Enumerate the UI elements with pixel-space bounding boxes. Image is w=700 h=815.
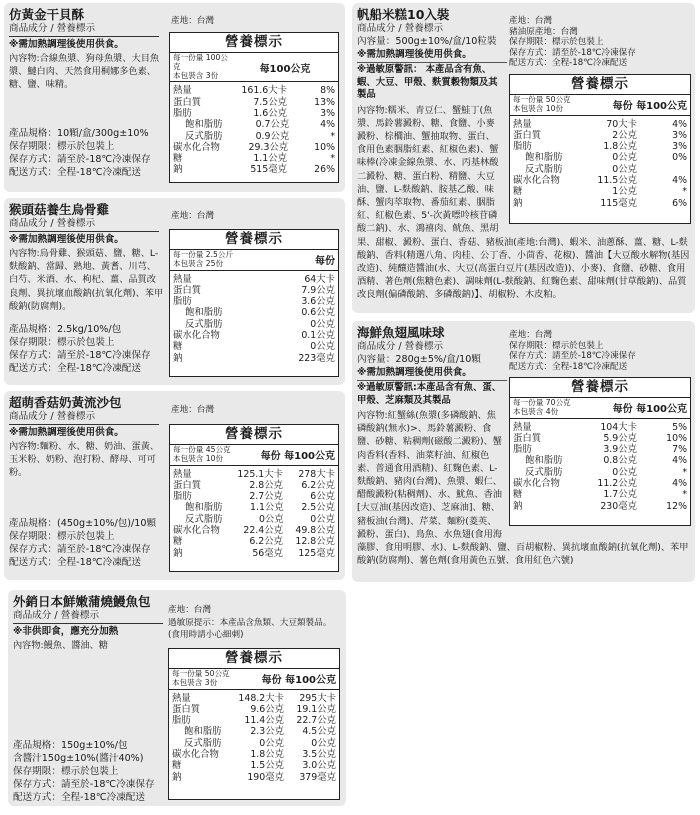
servings-count: 10份 [545,103,564,113]
spec-line: 保存方式：請至於-18℃冷凍保存 [9,544,151,555]
nutrient-value: 3.9公克 [603,444,637,456]
nutrient-dv: 4% [672,455,687,467]
per-serving-label: 每一份量 [173,445,204,454]
serving-size: 45公克 [205,445,231,454]
facts-title: 營養標示 [169,649,339,669]
heating-warning: ※非供即食，應充分加熱 [13,626,119,637]
allergen-notice: ※過敏原警訊:本產品含有魚、蛋、甲殼、芝麻類及其製品 [357,382,502,406]
heating-warning: ※需加熱調理後使用供食。 [9,39,124,50]
nutrient-name: 飽和脂肪 [185,502,223,514]
nutrient-name: 碳水化合物 [173,525,220,537]
column-header: 每份 每100公克 [612,101,687,113]
product-title: 帆船米糕10入裝 [357,7,450,22]
spec-line: 配送方式：全程-18℃冷凍配送 [9,167,141,178]
nutrient-value: 22.4公克 [243,525,283,537]
nutrient-row-sodium [510,198,690,209]
nutrient-value-100g: 49.8公克 [295,525,335,537]
nutrient-value: 230毫克 [600,500,637,512]
origin-line: 產地：台灣 [509,330,552,340]
nutrient-value: 6.2公克 [249,536,283,548]
column-header: 每份 每100公克 [612,404,687,416]
facts-title: 營養標示 [170,230,338,250]
servings-count: 10份 [205,453,224,463]
nutrient-row-transfat [510,164,690,175]
nutrient-value: 0公克 [310,341,335,353]
nutrient-row-sugar [169,760,339,771]
ingredients: 內容物:麵粉、水、糖、奶油、蛋黃、玉米粉、奶粉、泡打粉、酵母、可可粉。 [9,441,160,479]
ingredients: 內容物:鰻魚、醬油、糖 [13,640,108,651]
nutrient-value: 11.2公克 [597,478,637,490]
nutrient-row-carb [170,330,338,341]
spec-line: 產品規格：150g±10%/包 [13,740,128,751]
per-serving-label: 每一份量 [173,53,204,62]
nutrient-name: 糖 [173,341,183,353]
nutrient-name: 鈉 [173,352,183,364]
product-title: 外銷日本鮮嫩蒲燒鰻魚包 [13,594,151,609]
ingredients: 內容物:紅蟹絲(魚漿(多磷酸鈉、焦磷酸鈉(無水)>、馬鈴薯澱粉、食鹽、砂糖、粘稠劑(磁酸二澱粉)、蟹肉香料(香料、油菜籽油、紅椒色素、普通食用酒精)、紅麴色素、L-麩酸鈉、豬肉(台灣)、魚漿、蝦仁、醋酸澱粉(粘稠劑)、水、魷魚、香油[大豆油(基因改造)、芝麻油]、糖、豬板油(台灣)、芹菜、麵粉(菱英、澱粉、蛋白)、鳥魚、水魚翅(食用海藻膠、食用明膠、水)、L-麩酸鈉、鹽、百胡椒粉、異抗壞血酸鈉(抗氧化劑)、苯甲酸鈉(防腐劑)、薯色劑(食用黃色五號、食用紅色六號) [357,410,689,567]
nutrient-dv: 3% [320,107,335,119]
product-card-rice-cake [352,3,695,313]
nutrient-name: 熱量 [513,118,532,130]
net-content: 內容量：500g±10%/盒/10粒裝 [357,36,497,47]
origin: 產地：台灣 [171,16,214,26]
nutrient-row-carb [170,525,338,536]
nutrient-dv: 3% [672,129,687,141]
nutrient-value: 1.5公克 [250,760,284,772]
origin-line: 配送方式：全程-18℃冷凍配送 [509,58,628,68]
nutrient-name: 鈉 [173,164,183,176]
nutrient-value-100g: 19.1公克 [296,703,336,715]
nutrition-facts-table [509,74,691,224]
servings-label: 本包裝含 [513,406,544,416]
nutrient-value-100g: 278大卡 [298,468,335,480]
nutrient-value: 11.5公克 [597,175,637,187]
nutrient-value-100g: 22.7公克 [296,715,336,727]
nutrient-dv: 4% [672,175,687,187]
spec-line: 產品規格：2.5kg/10%/包 [9,324,122,335]
nutrient-name: 碳水化合物 [173,141,220,153]
column-header: 每100公克 [259,63,311,75]
per-serving-label: 每一份量 [173,250,204,259]
nutrient-value: 2.8公克 [249,479,283,491]
nutrient-value: 161.6大卡 [241,85,287,97]
nutrient-row-protein [510,130,690,141]
product-subtitle: 商品成分 / 營養標示 [9,218,96,229]
ingredients: 內容物:糯米、青豆仁、蟹鮭丁(魚漿、馬鈴薯澱粉、糖、食鹽、小麥澱粉、棕櫚油、蟹抽取物、蛋白、食用色素胭脂紅素、紅椒色素)、蟹味棒(冷凍金線魚漿、水、丙基林酸二澱粉、糖、蛋白粉、精鹽、大豆油、鹽、L-麩酸鈉、胺基乙酸、味酥、蟹肉萃取物、番茄紅素、胭脂紅、紅椒色素、5'-次黃嘌呤核苷磷酸二鈉)、水、鴻禧肉、鱿魚、黑胡果、甜椒、澱粉、蛋白、香菇、豬板油(產地:台灣)、蝦米、油蔥酥、薑、糖、L-麩酸鈉、香料(精選八角、肉桂、公丁香、小茴香、花椒)、醬油【大豆酸水解物(基因改造)、純釀造醬油(水、大豆(高蛋白豆片(基因改造))、小麥)、食鹽、砂糖、食用酒精、著色劑(焦糖色素)、調味劑(L-麩酸鈉、紅麴色素、甜味劑(甘草酸鈉)、品質改良劑(偏磷酸鈉、多磷酸鈉)】、胡椒粉、木皮粕。 [357,104,690,301]
nutrient-value: 0公克 [612,466,637,478]
column-header: 每份 每100公克 [260,451,335,463]
servings-label: 本包裝含 [173,258,204,268]
nutrient-name: 反式脂肪 [185,318,223,330]
spec-line: 產品規格：10顆/盒/300g±10% [9,128,149,139]
nutrient-row-fat [510,141,690,152]
nutrient-row-sugar [510,489,690,500]
product-title: 猴頭菇養生烏骨雞 [9,202,110,217]
product-title: 海鮮魚翅風味球 [357,325,445,340]
nutrition-facts-table [169,424,339,572]
nutrient-name: 飽和脂肪 [185,119,223,131]
nutrient-dv: 4% [672,478,687,490]
nutrient-row-sugar [510,186,690,197]
nutrient-value: 0公克 [612,163,637,175]
serving-size: 50公克 [204,669,230,678]
nutrient-value: 0.7公克 [255,119,290,131]
product-title: 仿黃金干貝酥 [9,7,85,22]
nutrient-value: 1.8公克 [250,749,284,761]
nutrient-row-transfat [170,514,338,525]
column-header: 每份 每100公克 [261,675,336,687]
origin: 產地：台灣 [168,605,211,615]
product-subtitle: 商品成分 / 營養標示 [9,23,96,34]
nutrient-row-energy [169,693,339,704]
nutrient-value: 11.4公克 [244,715,284,727]
nutrient-name: 熱量 [513,421,532,433]
nutrient-row-fat [170,108,338,119]
nutrition-facts-table [509,377,691,526]
nutrient-name: 蛋白質 [172,703,201,715]
product-card-black-chicken [4,198,345,385]
nutrient-row-fat [170,296,338,307]
product-card-eel [8,590,346,806]
nutrient-value: 2.7公克 [249,491,283,503]
nutrient-dv: 7% [672,444,687,456]
nutrient-row-carb [169,749,339,760]
nutrient-name: 脂肪 [513,444,532,456]
spec-line: 保存方式：請至於-18℃冷凍保存 [9,154,151,165]
nutrient-value: 0.6公克 [301,307,335,319]
nutrient-dv: 12% [666,500,687,512]
servings-label: 本包裝含 [513,103,544,113]
facts-title: 營養標示 [170,33,338,53]
servings-count: 3份 [205,70,219,80]
per-serving-label: 每一份量 [513,398,544,407]
nutrient-value-100g: 4.5公克 [302,726,336,738]
nutrient-value: 1.7公克 [603,489,637,501]
nutrient-row-energy [170,85,338,96]
spec-line: 配送方式：全程-18℃冷凍配送 [13,792,145,803]
nutrient-row-satfat [170,119,338,130]
nutrient-value: 9.6公克 [250,703,284,715]
product-card-scallop-crisp [4,3,345,192]
spec-line: 配送方式：全程-18℃冷凍配送 [9,557,141,568]
nutrient-value: 1.1公克 [250,502,284,514]
nutrient-name: 熱量 [173,273,192,285]
spec-line: 含醬汁150g±10%(醬汁40%) [13,753,144,764]
nutrient-name: 碳水化合物 [172,749,219,761]
nutrient-value: 190毫克 [247,771,284,783]
allergen-notice: ※過敏原警訊： 本產品含有魚、蝦、大豆、甲殼、麩質穀物類及其製品 [357,64,498,100]
nutrient-row-satfat [170,502,338,513]
nutrient-value-100g: 0公克 [311,737,336,749]
servings-count: 4份 [545,406,559,416]
nutrient-name: 飽和脂肪 [525,152,563,164]
nutrient-value: 148.2大卡 [238,692,284,704]
nutrient-row-carb [510,478,690,489]
nutrient-value: 1公克 [612,186,637,198]
nutrient-value: 0.8公克 [603,455,637,467]
nutrient-name: 脂肪 [172,715,191,727]
product-subtitle: 商品成分 / 營養標示 [357,23,444,34]
nutrient-name: 反式脂肪 [185,513,223,525]
nutrient-dv: 0% [672,152,687,164]
spec-line: 配送方式：全程-18℃冷凍配送 [9,363,141,374]
nutrient-dv: 3% [672,141,687,153]
nutrient-value-100g: 12.8公克 [295,536,335,548]
nutrient-value: 5.9公克 [603,432,637,444]
nutrient-name: 糖 [513,186,523,198]
nutrient-value: 1.1公克 [253,153,287,165]
nutrient-name: 蛋白質 [513,129,542,141]
nutrient-name: 蛋白質 [513,432,542,444]
origin-line: 保存方式：請至於-18℃冷凍保存 [509,351,636,361]
origin-line: 保存方式：請至於-18℃冷凍保存 [509,47,636,58]
origin-line: 豬油原產地：台灣 [509,26,578,37]
nutrient-value: 56毫克 [252,547,283,559]
nutrient-value: 515毫克 [250,164,287,176]
spec-line: 保存方式：請至於-18℃冷凍保存 [9,350,151,361]
nutrient-name: 熱量 [173,85,192,97]
column-header: 每份 [315,256,335,268]
nutrient-name: 飽和脂肪 [185,307,223,319]
nutrient-value-100g: 2.5公克 [301,502,335,514]
nutrient-row-satfat [170,307,338,318]
nutrient-value: 3.6公克 [301,296,335,308]
nutrient-dv: 8% [320,85,335,97]
nutrient-name: 碳水化合物 [513,478,560,490]
nutrient-name: 反式脂肪 [525,466,563,478]
nutrient-row-protein [170,480,338,491]
nutrient-value: 1.8公克 [603,141,637,153]
nutrient-name: 飽和脂肪 [184,726,222,738]
nutrient-row-protein [170,97,338,108]
product-subtitle: 商品成分 / 營養標示 [9,411,96,422]
ingredients: 內容物:合線魚漿、狗母魚漿、大目魚漿、鰱白肉、天然食用桐娜多色素、糖、鹽、味精。 [9,53,160,91]
nutrient-name: 鈉 [172,771,182,783]
nutrient-value-100g: 6.2公克 [301,479,335,491]
nutrient-value: 0公克 [259,737,284,749]
product-card-custard-bun [4,391,345,580]
nutrient-dv: 5% [672,421,687,433]
servings-count: 3份 [204,677,218,687]
facts-title: 營養標示 [510,75,690,95]
origin-line: 保存期限：標示於包裝上 [509,37,604,47]
serving-size: 70公克 [545,398,571,407]
nutrient-value: 29.3公克 [248,141,289,153]
net-content: 內容量：280g±5%/盒/10顆 [357,354,481,365]
nutrient-dv: * [330,130,335,142]
nutrient-name: 糖 [172,760,182,772]
per-serving-label: 每一份量 [172,669,203,678]
origin: 產地：台灣 [171,211,214,221]
nutrient-dv: * [682,489,687,501]
nutrient-row-energy [170,274,338,285]
ingredients: 內容物:烏骨雞、猴頭菇、鹽、糖、L-麩酸鈉、當歸、熟地、黃耆、川芎、白芍、米酒、水、枸杞、薑、品質改良劑、異抗壞血酸鈉(抗氧化劑)、苯甲酸鈉(防腐劑)。 [9,248,164,312]
nutrient-row-satfat [169,726,339,737]
nutrient-dv: 26% [314,164,335,176]
nutrient-value: 2.3公克 [250,726,284,738]
nutrient-value: 0.1公克 [301,330,335,342]
nutrient-value: 64大卡 [304,273,335,285]
nutrient-row-sugar [170,341,338,352]
nutrient-dv: * [330,153,335,165]
spec-line: 保存期限：標示於包裝上 [9,531,115,542]
nutrient-name: 碳水化合物 [173,330,220,342]
nutrient-value-100g: 0公克 [310,513,335,525]
nutrient-value-100g: 6公克 [310,491,335,503]
nutrient-name: 反式脂肪 [185,130,223,142]
nutrient-dv: 4% [672,118,687,130]
nutrient-row-protein [510,433,690,444]
nutrient-value: 2公克 [612,129,637,141]
nutrition-facts-table [169,32,339,183]
nutrient-name: 脂肪 [173,107,192,119]
spec-line: 產品規格：(450g±10%/包)/10顆 [9,518,157,529]
servings-label: 本包裝含 [173,453,204,463]
nutrient-row-fat [169,715,339,726]
serving-size: 100公克 [173,53,228,71]
nutrient-name: 糖 [513,489,523,501]
nutrient-value: 115毫克 [600,197,637,209]
nutrient-value-100g: 3.5公克 [302,749,336,761]
spec-line: 保存期限：標示於包裝上 [9,141,115,152]
nutrient-name: 糖 [173,536,183,548]
nutrition-facts-table [168,648,340,800]
nutrient-name: 糖 [173,153,183,165]
product-card-seafood-ball [352,321,695,582]
nutrient-name: 熱量 [173,468,192,480]
facts-title: 營養標示 [170,425,338,445]
nutrient-row-sugar [170,536,338,547]
nutrient-row-fat [510,444,690,455]
origin-line: 配送方式：全程-18℃冷凍配送 [509,361,628,372]
nutrient-value: 1.6公克 [253,107,287,119]
nutrient-value: 7.9公克 [301,284,335,296]
heating-warning: ※需加熱調理後使用供食。 [9,234,124,245]
nutrient-row-energy [170,469,338,480]
allergen-notice: 過敏原提示：本產品含魚類、大豆類製品。(食用時請小心細刺) [168,618,332,640]
spec-line: 保存方式：請至於-18℃冷凍保存 [13,779,155,790]
origin-line: 產地：台灣 [509,16,552,26]
heating-warning: ※需加熱調理後使用供食。 [9,427,124,438]
nutrient-dv: * [682,186,687,198]
nutrient-name: 脂肪 [513,141,532,153]
nutrient-row-protein [169,704,339,715]
spec-line: 保存期限：標示於包裝上 [9,337,115,348]
nutrient-value: 0公克 [310,318,335,330]
nutrient-row-transfat [170,131,338,142]
nutrient-row-sodium [170,548,338,559]
nutrient-value-100g: 295大卡 [299,692,336,704]
facts-title: 營養標示 [510,378,690,398]
product-title: 超萌香菇奶黃流沙包 [9,395,122,410]
product-subtitle: 商品成分 / 營養標示 [357,341,444,352]
nutrient-value: 0公克 [612,152,637,164]
nutrient-name: 蛋白質 [173,96,202,108]
nutrient-dv: 10% [666,432,687,444]
product-subtitle: 商品成分 / 營養標示 [13,610,100,621]
nutrient-row-transfat [510,467,690,478]
nutrient-name: 反式脂肪 [525,163,563,175]
nutrient-value: 0.9公克 [255,130,290,142]
nutrient-value: 7.5公克 [253,96,287,108]
nutrient-name: 飽和脂肪 [525,455,563,467]
nutrient-row-sodium [170,164,338,175]
nutrient-name: 反式脂肪 [184,737,222,749]
nutrition-facts-table [169,229,339,377]
nutrient-value-100g: 3.0公克 [302,760,336,772]
servings-label: 本包裝含 [172,677,203,687]
nutrient-name: 蛋白質 [173,284,202,296]
nutrient-dv [637,164,687,175]
nutrient-name: 鈉 [513,500,523,512]
nutrient-dv: 6% [672,197,687,209]
origin: 產地：台灣 [171,405,214,415]
nutrient-row-sugar [170,153,338,164]
nutrient-row-transfat [170,319,338,330]
nutrient-row-energy [510,119,690,130]
nutrient-row-transfat [169,738,339,749]
nutrient-value: 0公克 [258,513,284,525]
nutrient-name: 脂肪 [173,491,192,503]
nutrient-dv: 10% [314,141,335,153]
nutrient-row-satfat [510,455,690,466]
nutrient-name: 鈉 [513,197,523,209]
nutrient-dv: 13% [314,96,335,108]
nutrient-dv: * [682,466,687,478]
nutrient-row-sodium [170,353,338,364]
serving-size: 2.5公斤 [205,250,234,259]
nutrient-row-carb [170,142,338,153]
nutrient-name: 鈉 [173,547,183,559]
nutrient-row-protein [170,285,338,296]
per-serving-label: 每一份量 [513,95,544,104]
nutrient-name: 蛋白質 [173,479,202,491]
nutrient-dv: 4% [320,119,335,131]
origin-line: 保存期限：標示於包裝上 [509,340,604,351]
nutrient-row-fat [170,491,338,502]
nutrient-value-100g: 125毫克 [298,547,335,559]
serving-size: 50公克 [545,95,571,104]
nutrient-name: 脂肪 [173,296,192,308]
spec-line: 保存期限：標示於包裝上 [13,766,119,777]
servings-label: 本包裝含 [173,70,204,80]
nutrient-row-sodium [510,501,690,512]
nutrient-row-energy [510,422,690,433]
nutrient-value: 104大卡 [600,421,637,433]
nutrient-row-satfat [510,152,690,163]
nutrient-value: 70大卡 [606,118,637,130]
servings-count: 25份 [205,258,224,268]
nutrient-name: 熱量 [172,692,191,704]
nutrient-value: 125.1大卡 [237,468,283,480]
heating-warning: ※需加熱調理後使用供食。 [357,49,472,60]
nutrient-name: 碳水化合物 [513,175,560,187]
nutrient-row-carb [510,175,690,186]
heating-warning: ※需加熱調理後使用供食。 [357,367,472,378]
nutrient-value-100g: 379毫克 [299,771,336,783]
nutrient-value: 223毫克 [298,352,335,364]
nutrient-row-sodium [169,772,339,783]
